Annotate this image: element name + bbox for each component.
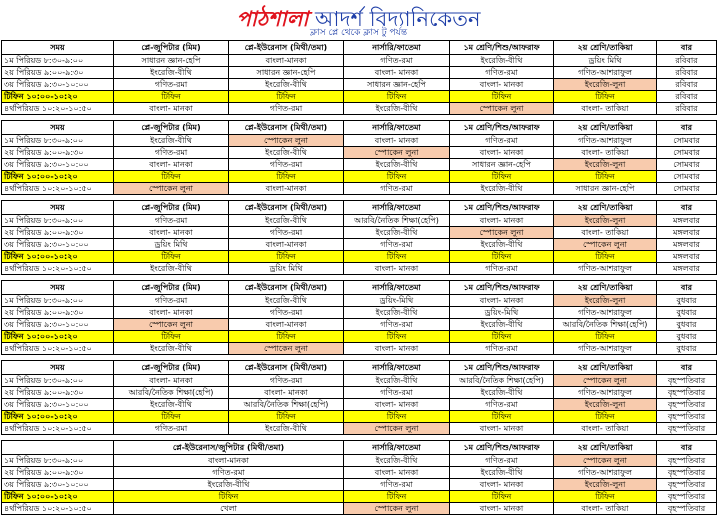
school-name-part2: আদর্শ বিদ্যানিকেতন: [315, 7, 481, 31]
subject-cell: গণিত-রমা: [229, 307, 344, 319]
period-time: ২য় পিরিয়ড ৯:০০-৯:৩০: [2, 147, 114, 159]
day-cell: রবিবার: [657, 91, 717, 103]
day-cell: সোমবার: [657, 135, 717, 147]
period-time: টিফিন ১০:০০-১০:২০: [2, 91, 114, 103]
subject-cell: গণিত-রমা: [450, 399, 554, 411]
period-time: টিফিন ১০:০০-১০:২০: [2, 411, 114, 423]
period-row: [2, 215, 717, 227]
subject-cell: বাংলা- তাকিয়া: [554, 147, 657, 159]
class-column-header: ২য় শ্রেণি/তাকিয়া: [554, 281, 657, 295]
subject-cell: টিফিন: [344, 411, 450, 423]
period-time: ১ম পিরিয়ড ৮:৩০-৯:০০: [2, 375, 114, 387]
subject-cell: গণিত-রমা: [114, 147, 229, 159]
period-time: ৪র্থপিরিয়ড ১০:২০-১০:৫০: [2, 423, 114, 435]
class-column-header: ২য় শ্রেণি/তাকিয়া: [554, 361, 657, 375]
period-time: টিফিন ১০:০০-১০:২০: [2, 251, 114, 263]
subject-cell: বাংলা-মানকা: [229, 239, 344, 251]
subject-cell: ইংরেজি-লুনা: [554, 159, 657, 171]
day-cell: বৃহস্পতিবার: [657, 411, 717, 423]
day-column-header: বার: [657, 441, 717, 455]
class-column-header: নার্সারি/ফাতেমা: [344, 121, 450, 135]
subject-cell: গণিত-আশরাফুল: [554, 307, 657, 319]
day-cell: রবিবার: [657, 67, 717, 79]
subject-cell: বাংলা- মানকা: [114, 227, 229, 239]
period-time: টিফিন ১০:০০-১০:২০: [2, 171, 114, 183]
subject-cell: আরবি/নৈতিক শিক্ষা(হেপি): [554, 319, 657, 331]
subject-cell: টিফিন: [554, 91, 657, 103]
period-row: [2, 263, 717, 275]
period-row: [2, 147, 717, 159]
class-routine-table: [1, 40, 717, 515]
subject-cell: ইংরেজি-বীথি: [344, 307, 450, 319]
period-time: ৩য় পিরিয়ড ৯:৩০-১০:০০: [2, 239, 114, 251]
day-cell: বৃহস্পতিবার: [657, 423, 717, 435]
day-cell: সোমবার: [657, 171, 717, 183]
subject-cell: গণিত-আশরাফুল: [554, 467, 657, 479]
subject-cell: গণিত-রমা: [450, 263, 554, 275]
class-column-header: প্লে-জুপিটার (মিম): [114, 41, 229, 55]
subject-cell: বাংলা- মানকা: [344, 263, 450, 275]
subject-cell: সাধারন জ্ঞান-হেপি: [450, 159, 554, 171]
day-cell: মঙ্গলবার: [657, 263, 717, 275]
block-header-row: [2, 201, 717, 215]
subject-cell: টিফিন: [114, 251, 229, 263]
day-column-header: বার: [657, 41, 717, 55]
class-column-header: ১ম শ্রেণি/শিশু/আফরাফ: [450, 121, 554, 135]
subject-cell: ড্রয়িং-মিথি: [344, 295, 450, 307]
subject-cell: গণিত-রমা: [114, 467, 344, 479]
period-time: ২য় পিরিয়ড ৯:০০-৯:৩০: [2, 307, 114, 319]
class-column-header: নার্সারি/ফাতেমা: [344, 281, 450, 295]
subject-cell: গণিত-রমা: [344, 55, 450, 67]
period-row: [2, 399, 717, 411]
period-time: ৩য় পিরিয়ড ৯:৩০-১০:০০: [2, 79, 114, 91]
subject-cell: ইংরেজি-বীথি: [450, 239, 554, 251]
subject-cell: বাংলা- মানকা: [114, 307, 229, 319]
day-cell: মঙ্গলবার: [657, 251, 717, 263]
subject-cell: বাংলা-মানকা: [114, 455, 344, 467]
subject-cell: ড্রয়িং মিথি: [114, 239, 229, 251]
period-time: ২য় পিরিয়ড ৯:০০-৯:৩০: [2, 227, 114, 239]
period-time: টিফিন ১০:০০-১০:২০: [2, 331, 114, 343]
day-cell: বৃহস্পতিবার: [657, 455, 717, 467]
period-time: ৩য় পিরিয়ড ৯:৩০-১০:০০: [2, 399, 114, 411]
period-time: ২য় পিরিয়ড ৯:০০-৯:৩০: [2, 67, 114, 79]
period-time: ৩য় পিরিয়ড ৯:৩০-১০:০০: [2, 319, 114, 331]
block-header-row: [2, 121, 717, 135]
subject-cell: গণিত-রমা: [450, 67, 554, 79]
class-column-header: ২য় শ্রেণি/তাকিয়া: [554, 201, 657, 215]
subject-cell: টিফিন: [114, 91, 229, 103]
subject-cell: স্পোকেন লুনা: [450, 103, 554, 115]
block-header-row: [2, 41, 717, 55]
day-cell: বুধবার: [657, 307, 717, 319]
subject-cell: গণিত-রমা: [344, 479, 450, 491]
subject-cell: টিফিন: [344, 331, 450, 343]
subject-cell: গণিত-রমা: [344, 319, 450, 331]
subject-cell: টিফিন: [450, 171, 554, 183]
subject-cell: সাধারন জ্ঞান-হেপি: [344, 79, 450, 91]
time-column-header: সময়: [2, 121, 114, 135]
day-cell: বুধবার: [657, 331, 717, 343]
class-column-header: প্লে-ইউরেনাস (মিথী/তমা): [229, 121, 344, 135]
day-cell: বুধবার: [657, 319, 717, 331]
subject-cell: টিফিন: [229, 91, 344, 103]
period-row: [2, 159, 717, 171]
period-row: [2, 387, 717, 399]
subject-cell: টিফিন: [450, 491, 554, 503]
day-cell: সোমবার: [657, 183, 717, 195]
subject-cell: টিফিন: [554, 171, 657, 183]
tiffin-row: [2, 491, 717, 503]
subject-cell: ইংরেজি-লুনা: [554, 399, 657, 411]
subject-cell: টিফিন: [554, 491, 657, 503]
subject-cell: গণিত-রমা: [450, 135, 554, 147]
time-column-header: সময়: [2, 281, 114, 295]
day-cell: মঙ্গলবার: [657, 227, 717, 239]
day-cell: বৃহস্পতিবার: [657, 375, 717, 387]
subject-cell: গণিত-রমা: [344, 387, 450, 399]
subject-cell: বাংলা- মানকা: [344, 399, 450, 411]
subject-cell: গণিত-রমা: [344, 183, 450, 195]
page-header: [0, 0, 717, 40]
day-column-header: বার: [657, 201, 717, 215]
subject-cell: বাংলা- তাকিয়া: [554, 423, 657, 435]
period-row: [2, 183, 717, 195]
subject-cell: টিফিন: [450, 91, 554, 103]
subject-cell: খেলা: [114, 503, 344, 515]
subject-cell: ইংরেজি-বীথি: [229, 215, 344, 227]
day-cell: বৃহস্পতিবার: [657, 503, 717, 515]
subject-cell: বাংলা-মানকা: [229, 319, 344, 331]
class-column-header: প্লে-জুপিটার (মিম): [114, 361, 229, 375]
tiffin-row: [2, 331, 717, 343]
subject-cell: ড্রয়িং-মিথি: [450, 307, 554, 319]
period-time: টিফিন ১০:০০-১০:২০: [2, 491, 114, 503]
subject-cell: ইংরেজি-বীথি: [344, 227, 450, 239]
subject-cell: গণিত-আশরাফুল: [554, 67, 657, 79]
subject-cell: টিফিন: [114, 171, 229, 183]
class-column-header: প্লে-ইউরেনাস (মিথী/তমা): [229, 201, 344, 215]
period-row: [2, 135, 717, 147]
time-column-header: সময়: [2, 41, 114, 55]
subject-cell: গণিত-রমা: [114, 423, 229, 435]
tiffin-row: [2, 411, 717, 423]
subject-cell: ইংরেজি-বীথি: [344, 455, 450, 467]
subject-cell: ইংরেজি-বীথি: [450, 55, 554, 67]
subject-cell: গণিত-আশরাফুল: [554, 135, 657, 147]
subject-cell: টিফিন: [344, 171, 450, 183]
subject-cell: গণিত-রমা: [114, 215, 229, 227]
subject-cell: টিফিন: [554, 411, 657, 423]
period-time: ১ম পিরিয়ড ৮:৩০-৯:০০: [2, 295, 114, 307]
subject-cell: গণিত-আশরাফুল: [554, 343, 657, 355]
subject-cell: বাংলা- তাকিয়া: [554, 503, 657, 515]
day-cell: বৃহস্পতিবার: [657, 479, 717, 491]
subject-cell: স্পোকেন লুনা: [114, 319, 229, 331]
period-row: [2, 375, 717, 387]
subject-cell: স্পোকেন লুনা: [344, 423, 450, 435]
subject-cell: গণিত-রমা: [229, 159, 344, 171]
period-time: ২য় পিরিয়ড ৯:০০-৯:৩০: [2, 467, 114, 479]
subject-cell: ইংরেজি-বীথি: [344, 159, 450, 171]
subject-cell: সাধারন জ্ঞান-হেপি: [554, 183, 657, 195]
period-row: [2, 307, 717, 319]
subject-cell: আরবি/নৈতিক শিক্ষা(হেপি): [450, 375, 554, 387]
subject-cell: বাংলা- মানকা: [450, 423, 554, 435]
subject-cell: বাংলা- মানকা: [450, 479, 554, 491]
subject-cell: টিফিন: [229, 331, 344, 343]
subject-cell: ইংরেজি-লুনা: [554, 215, 657, 227]
subject-cell: স্পোকেন লুনা: [229, 135, 344, 147]
period-row: [2, 423, 717, 435]
subject-cell: সাধারন জ্ঞান-হেপি: [114, 55, 229, 67]
class-column-header: প্লে-জুপিটার (মিম): [114, 121, 229, 135]
subject-cell: ইংরেজি-বীথি: [114, 343, 229, 355]
subject-cell: ইংরেজি-বীথি: [450, 319, 554, 331]
subject-cell: ইংরেজি-বীথি: [229, 147, 344, 159]
class-column-header: প্লে-জুপিটার (মিম): [114, 201, 229, 215]
period-time: ১ম পিরিয়ড ৮:৩০-৯:০০: [2, 55, 114, 67]
subject-cell: ইংরেজি-বীথি: [344, 375, 450, 387]
subject-cell: স্পোকেন লুনা: [344, 147, 450, 159]
period-row: [2, 343, 717, 355]
subject-cell: বাংলা- মানকা: [344, 467, 450, 479]
day-cell: সোমবার: [657, 147, 717, 159]
period-row: [2, 455, 717, 467]
school-name-part1: পাঠশালা: [236, 7, 309, 31]
subject-cell: বাংলা- তাকিয়া: [554, 103, 657, 115]
time-column-header: [2, 441, 114, 455]
subject-cell: বাংলা- মানকা: [450, 215, 554, 227]
day-cell: রবিবার: [657, 79, 717, 91]
subject-cell: আরবি/নৈতিক শিক্ষা(হেপি): [114, 387, 229, 399]
subject-cell: বাংলা- মানকা: [114, 375, 229, 387]
subject-cell: গণিত-রমা: [450, 455, 554, 467]
block-header-row: [2, 361, 717, 375]
subject-cell: স্পোকেন লুনা: [344, 503, 450, 515]
subject-cell: টিফিন: [114, 331, 229, 343]
subject-cell: ইংরেজি-বীথি: [114, 479, 344, 491]
subject-cell: ড্রয়িং মিথি: [229, 263, 344, 275]
period-row: [2, 103, 717, 115]
class-column-header: ২য় শ্রেণি/তাকিয়া: [554, 441, 657, 455]
subject-cell: বাংলা-মানকা: [229, 183, 344, 195]
period-time: ১ম পিরিয়ড ৮:৩০-৯:০০: [2, 455, 114, 467]
day-cell: বৃহস্পতিবার: [657, 467, 717, 479]
subject-cell: গণিত-রমা: [229, 103, 344, 115]
subject-cell: আরবি/নৈতিক শিক্ষা(হেপি): [344, 215, 450, 227]
subject-cell: বাংলা- মানকা: [229, 387, 344, 399]
subject-cell: ইংরেজি-লুনা: [554, 479, 657, 491]
subject-cell: গণিত-রমা: [344, 239, 450, 251]
subject-cell: ইংরেজি-বীথি: [114, 399, 229, 411]
day-cell: সোমবার: [657, 159, 717, 171]
subject-cell: ইংরেজি-বীথি: [450, 387, 554, 399]
day-cell: রবিবার: [657, 55, 717, 67]
period-row: [2, 227, 717, 239]
subject-cell: বাংলা-মানকা: [229, 55, 344, 67]
routine-subtitle: ক্লাস প্লে থেকে ক্লাস টু পর্যন্ত: [309, 28, 408, 38]
subject-cell: টিফিন: [114, 411, 229, 423]
period-row: [2, 467, 717, 479]
subject-cell: বাংলা- মানকা: [450, 503, 554, 515]
subject-cell: ইংরেজি-বীথি: [114, 263, 229, 275]
subject-cell: ইংরেজি-বীথি: [114, 135, 229, 147]
subject-cell: ইংরেজি-বীথি: [450, 467, 554, 479]
period-row: [2, 239, 717, 251]
class-column-header: ১ম শ্রেণি/শিশু/আফরাফ: [450, 441, 554, 455]
period-row: [2, 503, 717, 515]
class-column-header: প্লে-ইউরেনাস (মিথী/তমা): [229, 361, 344, 375]
subject-cell: বাংলা- মানকা: [344, 67, 450, 79]
class-column-header: ২য় শ্রেণি/তাকিয়া: [554, 41, 657, 55]
time-column-header: সময়: [2, 201, 114, 215]
time-column-header: সময়: [2, 361, 114, 375]
day-cell: বুধবার: [657, 343, 717, 355]
subject-cell: টিফিন: [450, 411, 554, 423]
subject-cell: টিফিন: [344, 491, 450, 503]
subject-cell: সাধারন জ্ঞান-হেপি: [229, 67, 344, 79]
class-column-header: ১ম শ্রেণি/শিশু/আফরাফ: [450, 41, 554, 55]
day-column-header: বার: [657, 121, 717, 135]
block-header-row: [2, 441, 717, 455]
period-time: ৪র্থপিরিয়ড ১০:২০-১০:৫০: [2, 503, 114, 515]
block-header-row: [2, 281, 717, 295]
day-cell: বৃহস্পতিবার: [657, 399, 717, 411]
subject-cell: স্পোকেন লুনা: [554, 455, 657, 467]
subject-cell: স্পোকেন লুনা: [229, 343, 344, 355]
subject-cell: গণিত-রমা: [114, 295, 229, 307]
tiffin-row: [2, 251, 717, 263]
day-cell: মঙ্গলবার: [657, 215, 717, 227]
class-column-header: প্লে-ইউরেনাস (মিথী/তমা): [229, 41, 344, 55]
subject-cell: টিফিন: [554, 251, 657, 263]
subject-cell: স্পোকেন লুনা: [450, 227, 554, 239]
period-time: ৩য় পিরিয়ড ৯:৩০-১০:০০: [2, 479, 114, 491]
day-cell: বুধবার: [657, 295, 717, 307]
period-time: ৪র্থপিরিয়ড ১০:২০-১০:৫০: [2, 103, 114, 115]
period-time: ১ম পিরিয়ড ৮:৩০-৯:০০: [2, 135, 114, 147]
subject-cell: গণিত-আশরাফুল: [554, 387, 657, 399]
period-row: [2, 319, 717, 331]
subject-cell: ইংরেজি-বীথি: [114, 67, 229, 79]
subject-cell: ইংরেজি-বীথি: [229, 423, 344, 435]
subject-cell: গণিত-রমা: [114, 79, 229, 91]
class-column-header: প্লে-জুপিটার (মিম): [114, 281, 229, 295]
subject-cell: ইংরেজি-বীথি: [344, 103, 450, 115]
period-time: ২য় পিরিয়ড ৯:০০-৯:৩০: [2, 387, 114, 399]
subject-cell: টিফিন: [344, 251, 450, 263]
subject-cell: টিফিন: [229, 171, 344, 183]
subject-cell: ইংরেজি-বীথি: [450, 183, 554, 195]
class-column-header: নার্সারি/ফাতেমা: [344, 41, 450, 55]
subject-cell: বাংলা- মানকা: [450, 79, 554, 91]
subject-cell: বাংলা- মানকা: [344, 135, 450, 147]
period-row: [2, 67, 717, 79]
subject-cell: বাংলা- মানকা: [450, 147, 554, 159]
subject-cell: ইংরেজি-লুনা: [554, 79, 657, 91]
period-row: [2, 479, 717, 491]
subject-cell: ড্রয়িং মিথি: [554, 55, 657, 67]
tiffin-row: [2, 171, 717, 183]
class-column-header: ১ম শ্রেণি/শিশু/আফরাফ: [450, 281, 554, 295]
subject-cell: আরবি/নৈতিক শিক্ষা(হেপি): [229, 399, 344, 411]
class-column-header: প্লে-ইউরেনাস (মিথী/তমা): [229, 281, 344, 295]
day-column-header: বার: [657, 281, 717, 295]
subject-cell: স্পোকেন লুনা: [114, 183, 229, 195]
subject-cell: টিফিন: [229, 411, 344, 423]
subject-cell: ইংরেজি-লুনা: [554, 295, 657, 307]
subject-cell: বাংলা- মানকা: [114, 159, 229, 171]
class-column-header: ১ম শ্রেণি/শিশু/আফরাফ: [450, 201, 554, 215]
subject-cell: গণিত-রমা: [229, 375, 344, 387]
tiffin-row: [2, 91, 717, 103]
period-row: [2, 55, 717, 67]
subject-cell: টিফিন: [344, 91, 450, 103]
period-time: ৪র্থপিরিয়ড ১০:২০-১০:৫০: [2, 343, 114, 355]
period-time: ১ম পিরিয়ড ৮:৩০-৯:০০: [2, 215, 114, 227]
subject-cell: গণিত-রমা: [229, 227, 344, 239]
subject-cell: বাংলা- মানকা: [344, 343, 450, 355]
period-time: ৩য় পিরিয়ড ৯:৩০-১০:০০: [2, 159, 114, 171]
subject-cell: বাংলা- তাকিয়া: [554, 227, 657, 239]
subject-cell: ইংরেজি-বীথি: [229, 79, 344, 91]
subject-cell: স্পোকেন লুনা: [554, 375, 657, 387]
day-cell: রবিবার: [657, 103, 717, 115]
day-cell: বৃহস্পতিবার: [657, 491, 717, 503]
class-column-header: ২য় শ্রেণি/তাকিয়া: [554, 121, 657, 135]
class-column-header: ১ম শ্রেণি/শিশু/আফরাফ: [450, 361, 554, 375]
period-time: ৪র্থপিরিয়ড ১০:২০-১০:৫০: [2, 263, 114, 275]
subject-cell: বাংলা- মানকা: [450, 295, 554, 307]
class-column-header: নার্সারি/ফাতেমা: [344, 361, 450, 375]
subject-cell: বাংলা- মানকা: [114, 103, 229, 115]
subject-cell: টিফিন: [554, 331, 657, 343]
class-column-header: নার্সারি/ফাতেমা: [344, 441, 450, 455]
period-time: ৪র্থপিরিয়ড ১০:২০-১০:৫০: [2, 183, 114, 195]
period-row: [2, 295, 717, 307]
day-cell: মঙ্গলবার: [657, 239, 717, 251]
class-column-header: প্লে-ইউরেনাস/জুপিটার (মিথী/তমা): [114, 441, 344, 455]
subject-cell: টিফিন: [229, 251, 344, 263]
subject-cell: টিফিন: [450, 331, 554, 343]
subject-cell: টিফিন: [450, 251, 554, 263]
subject-cell: গণিত-রমা: [450, 343, 554, 355]
subject-cell: টিফিন: [114, 491, 344, 503]
day-cell: বৃহস্পতিবার: [657, 387, 717, 399]
period-row: [2, 79, 717, 91]
subject-cell: ইংরেজি-বীথি: [229, 295, 344, 307]
day-column-header: বার: [657, 361, 717, 375]
subject-cell: গণিত-আশরাফুল: [554, 263, 657, 275]
subject-cell: স্পোকেন লুনা: [554, 239, 657, 251]
class-column-header: নার্সারি/ফাতেমা: [344, 201, 450, 215]
